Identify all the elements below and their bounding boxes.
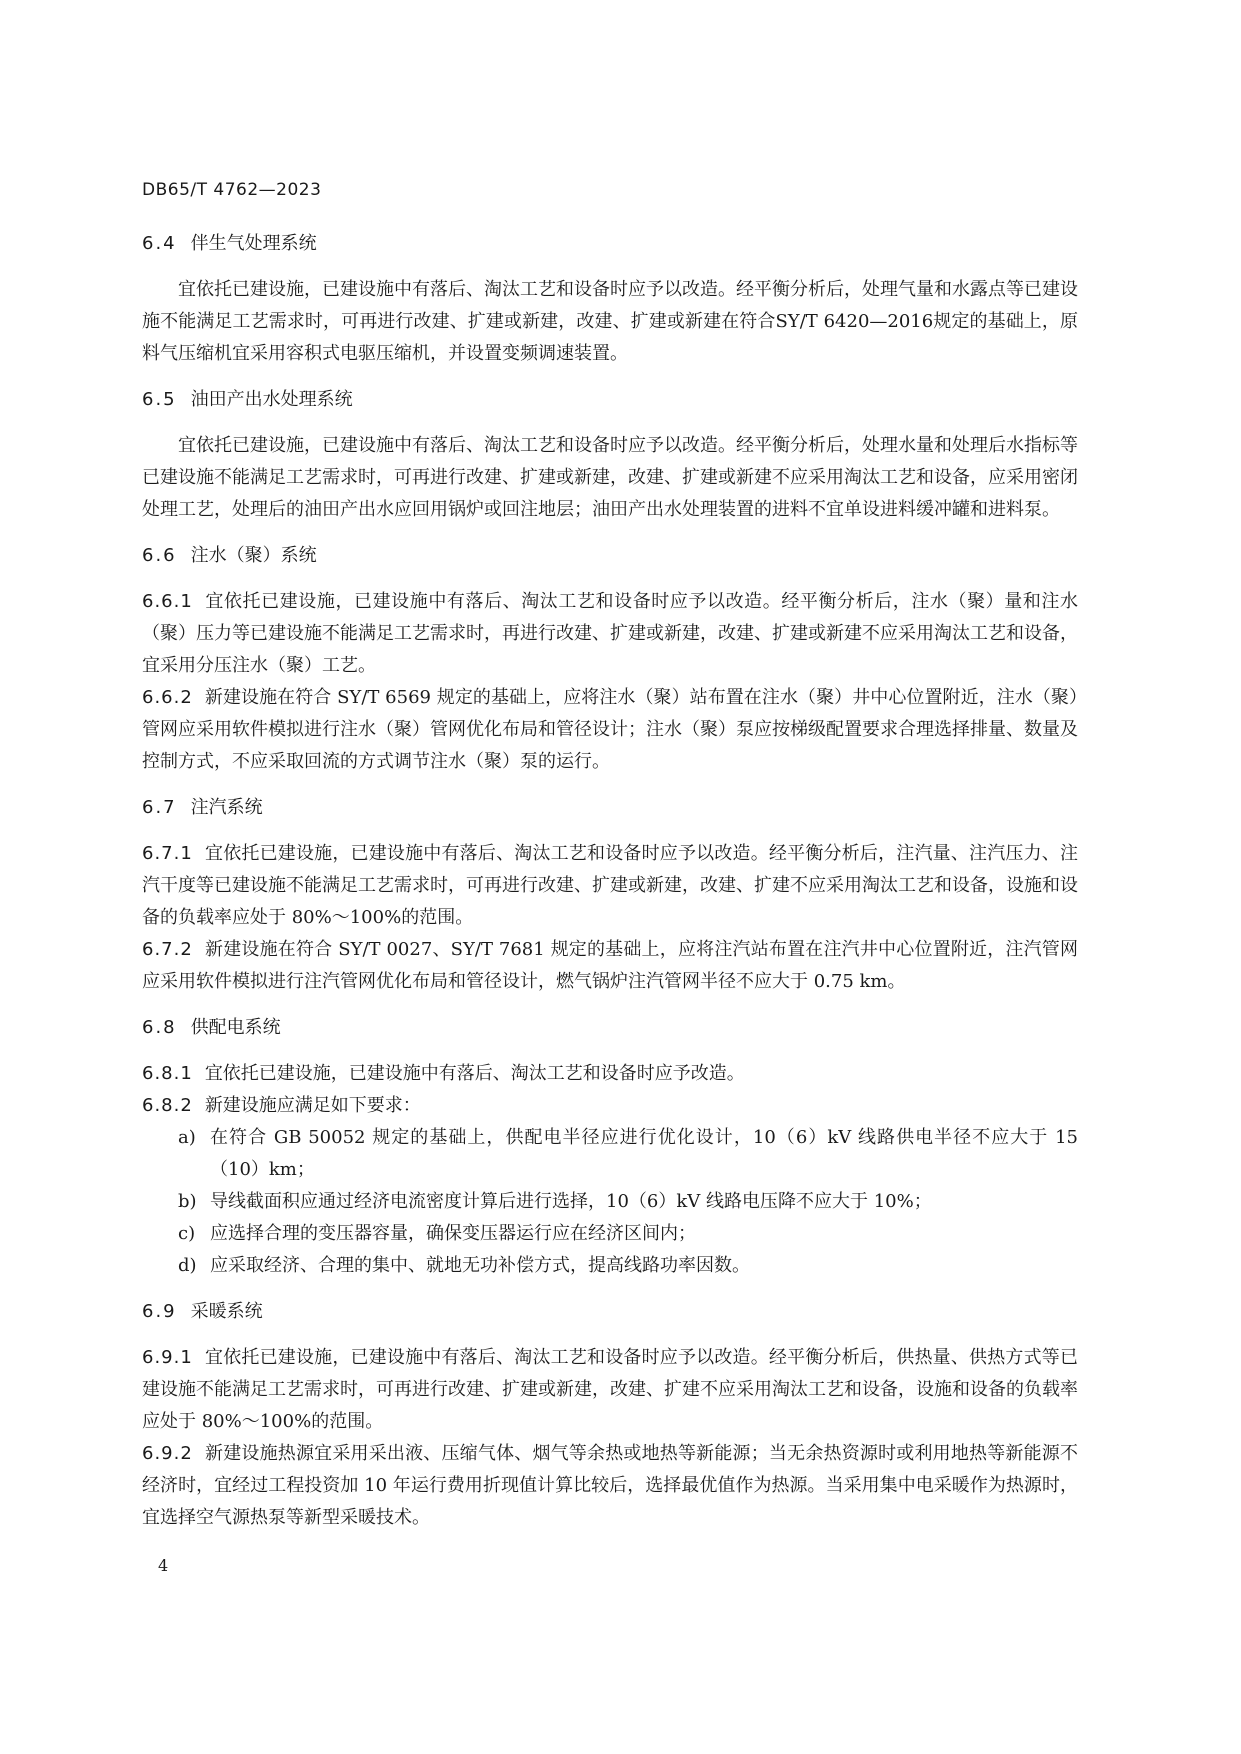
- section-title: 供配电系统: [190, 1017, 281, 1038]
- section-number: 6.5: [142, 389, 177, 410]
- list-item-text: 应采取经济、合理的集中、就地无功补偿方式，提高线路功率因数。: [210, 1255, 750, 1276]
- clause-number: 6.6.1: [142, 591, 193, 612]
- clause-text: 新建设施热源宜采用采出液、压缩气体、烟气等余热或地热等新能源；当无余热资源时或利用地热等新能源不经济时，宜经过工程投资加 10 年运行费用折现值计算比较后，选择最优值作为热源。当采用集中电采暖作为热源时，宜选择空气源热泵等新型采暖技术。: [142, 1443, 1078, 1528]
- list-marker: b): [178, 1191, 197, 1212]
- clause-6-9-1: [142, 1342, 1078, 1438]
- section-number: 6.7: [142, 797, 177, 818]
- clause-6-8-2: [142, 1090, 1078, 1122]
- section-title: 油田产出水处理系统: [190, 389, 353, 410]
- clause-text: 宜依托已建设施，已建设施中有落后、淘汰工艺和设备时应予改造。: [204, 1063, 745, 1084]
- section-heading: [142, 1012, 1078, 1044]
- section-number: 6.6: [142, 545, 177, 566]
- list-marker: c): [178, 1223, 196, 1244]
- clause-text: 宜依托已建设施，已建设施中有落后、淘汰工艺和设备时应予以改造。经平衡分析后，注水（聚）量和注水（聚）压力等已建设施不能满足工艺需求时，再进行改建、扩建或新建，改建、扩建或新建不应采用淘汰工艺和设备，宜采用分压注水（聚）工艺。: [142, 591, 1078, 676]
- section-6-7: [142, 792, 1078, 998]
- list-item: [142, 1250, 1078, 1282]
- section-heading: [142, 1296, 1078, 1328]
- section-paragraph: 宜依托已建设施，已建设施中有落后、淘汰工艺和设备时应予以改造。经平衡分析后，处理气量和水露点等已建设施不能满足工艺需求时，可再进行改建、扩建或新建，改建、扩建或新建在符合SY/T 6420—2016规定的基础上，原料气压缩机宜采用容积式电驱压缩机，并设置变频调速装置。: [142, 279, 1078, 364]
- section-heading: [142, 792, 1078, 824]
- section-heading: [142, 228, 1078, 260]
- list-marker: d): [178, 1255, 197, 1276]
- clause-number: 6.8.2: [142, 1095, 193, 1116]
- section-paragraph: 宜依托已建设施，已建设施中有落后、淘汰工艺和设备时应予以改造。经平衡分析后，处理水量和处理后水指标等已建设施不能满足工艺需求时，可再进行改建、扩建或新建，改建、扩建或新建不应采用淘汰工艺和设备，应采用密闭处理工艺，处理后的油田产出水应回用锅炉或回注地层；油田产出水处理装置的进料不宜单设进料缓冲罐和进料泵。: [142, 435, 1078, 520]
- requirement-list: [142, 1122, 1078, 1282]
- section-6-6: [142, 540, 1078, 778]
- section-6-8: [142, 1012, 1078, 1282]
- clause-text: 新建设施在符合 SY/T 0027、SY/T 7681 规定的基础上，应将注汽站布置在注汽井中心位置附近，注汽管网应采用软件模拟进行注汽管网优化布局和管径设计，燃气锅炉注汽管网半径不应大于 0.75 km。: [142, 939, 1078, 992]
- section-6-5: [142, 384, 1078, 526]
- section-title: 伴生气处理系统: [190, 233, 317, 254]
- clause-text: 新建设施在符合 SY/T 6569 规定的基础上，应将注水（聚）站布置在注水（聚）井中心位置附近，注水（聚）管网应采用软件模拟进行注水（聚）管网优化布局和管径设计；注水（聚）泵应按梯级配置要求合理选择排量、数量及控制方式，不应采取回流的方式调节注水（聚）泵的运行。: [142, 687, 1078, 772]
- section-6-9: [142, 1296, 1078, 1534]
- list-item-text: 在符合 GB 50052 规定的基础上，供配电半径应进行优化设计，10（6）kV 线路供电半径不应大于 15（10）km；: [210, 1127, 1078, 1180]
- section-title: 注水（聚）系统: [190, 545, 317, 566]
- list-item-text: 导线截面积应通过经济电流密度计算后进行选择，10（6）kV 线路电压降不应大于 10%；: [210, 1191, 932, 1212]
- clause-6-6-1: [142, 586, 1078, 682]
- clause-6-7-1: [142, 838, 1078, 934]
- list-item: [142, 1186, 1078, 1218]
- clause-number: 6.8.1: [142, 1063, 193, 1084]
- document-body: [142, 228, 1078, 1548]
- clause-text: 新建设施应满足如下要求：: [204, 1095, 421, 1116]
- clause-number: 6.9.2: [142, 1443, 193, 1464]
- clause-6-8-1: [142, 1058, 1078, 1090]
- clause-number: 6.7.1: [142, 843, 193, 864]
- clause-text: 宜依托已建设施，已建设施中有落后、淘汰工艺和设备时应予以改造。经平衡分析后，供热量、供热方式等已建设施不能满足工艺需求时，可再进行改建、扩建或新建，改建、扩建不应采用淘汰工艺和设备，设施和设备的负载率应处于 80%～100%的范围。: [142, 1347, 1078, 1432]
- section-heading: [142, 384, 1078, 416]
- list-item: [142, 1218, 1078, 1250]
- section-number: 6.8: [142, 1017, 177, 1038]
- section-number: 6.9: [142, 1301, 177, 1322]
- section-heading: [142, 540, 1078, 572]
- clause-6-6-2: [142, 682, 1078, 778]
- list-marker: a): [178, 1127, 196, 1148]
- clause-number: 6.9.1: [142, 1347, 193, 1368]
- clause-number: 6.6.2: [142, 687, 193, 708]
- page-number: 4: [158, 1556, 169, 1575]
- document-code: DB65/T 4762—2023: [142, 180, 322, 200]
- section-title: 注汽系统: [190, 797, 263, 818]
- clause-text: 宜依托已建设施，已建设施中有落后、淘汰工艺和设备时应予以改造。经平衡分析后，注汽量、注汽压力、注汽干度等已建设施不能满足工艺需求时，可再进行改建、扩建或新建，改建、扩建不应采用淘汰工艺和设备，设施和设备的负载率应处于 80%～100%的范围。: [142, 843, 1078, 928]
- section-title: 采暖系统: [190, 1301, 263, 1322]
- clause-6-9-2: [142, 1438, 1078, 1534]
- section-number: 6.4: [142, 233, 177, 254]
- clause-6-7-2: [142, 934, 1078, 998]
- section-6-4: [142, 228, 1078, 370]
- list-item: [142, 1122, 1078, 1186]
- list-item-text: 应选择合理的变压器容量，确保变压器运行应在经济区间内；: [210, 1223, 696, 1244]
- clause-number: 6.7.2: [142, 939, 193, 960]
